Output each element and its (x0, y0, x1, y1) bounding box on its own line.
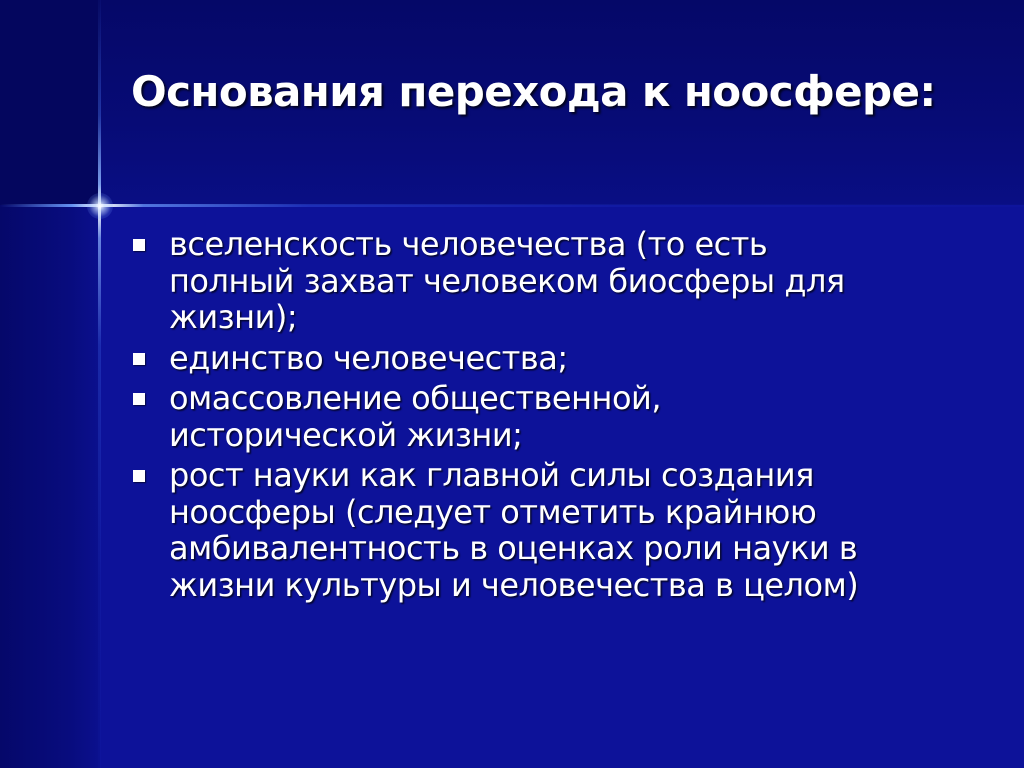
bullet-line: амбивалентность в оценках роли науки в (169, 529, 858, 567)
bullet-line: единство человечества; (169, 338, 568, 377)
square-bullet-icon (133, 353, 145, 365)
vertical-glow-line (98, 0, 101, 768)
square-bullet-icon (133, 470, 145, 482)
bullet-line: рост науки как главной силы создания (169, 456, 814, 494)
bullet-line: вселенскость человечества (то есть (169, 225, 768, 263)
bullet-line: ноосферы (следует отметить крайнюю (169, 492, 817, 531)
square-bullet-icon (133, 239, 145, 251)
bullet-line: полный захват человеком биосферы для (169, 261, 845, 300)
bullet-line: исторической жизни; (169, 415, 523, 454)
bullet-item (130, 457, 960, 603)
bullet-list (130, 226, 960, 607)
square-bullet-icon (133, 393, 145, 405)
horizontal-glow-line (0, 204, 1024, 207)
background-corner (0, 0, 100, 205)
star-sparkle-icon (87, 193, 113, 219)
bullet-line: омассовление общественной, (169, 379, 661, 417)
bullet-item (130, 226, 960, 336)
bullet-item (130, 380, 960, 453)
bullet-line: жизни); (169, 298, 298, 336)
bullet-line: жизни культуры и человечества в целом) (169, 565, 859, 604)
slide-title: Основания перехода к ноосфере: (131, 67, 936, 116)
bullet-item (130, 340, 960, 377)
